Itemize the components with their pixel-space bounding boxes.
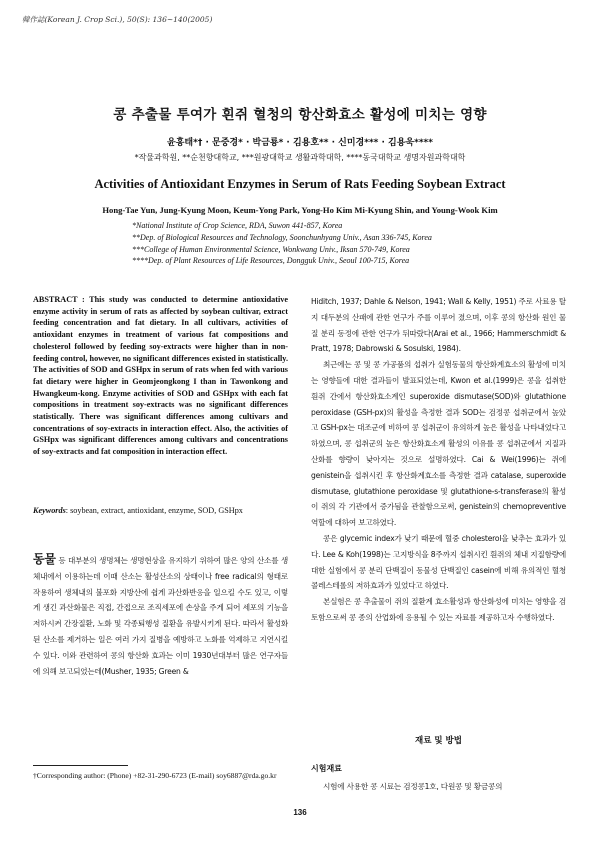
- keywords-label: Keywords: [33, 506, 66, 515]
- korean-authors: 윤홍태*† · 문중경* · 박금룡* · 김용호** · 신미경*** · 김용욱****: [167, 138, 433, 148]
- english-title: Activities of Antioxidant Enzymes in Serum of Rats Feeding Soybean Extract: [94, 177, 506, 191]
- english-affiliations: [132, 220, 552, 267]
- body-paragraph: 최근에는 콩 및 콩 가공품의 섭취가 실험동물의 항산화계효소의 활성에 미치는 영향들에 대한 결과들이 발표되었는데, Kwon et al.(1999)은 콩을 섭취한 흰쥐 간에서 항산화효소계인 superoxide dismutase(SOD)와 glutathione peroxidase (GSH-px)의 활성을 측정한 결과 SOD는 검정콩 섭취군에서 높았고 GSH-px는 대조군에 비하여 콩 섭취군이 유의하게 높은 활성을 나타내었다고 하였으며, 콩 섭취군의 높은 항산화효소계 활성의 이유를 콩 섭취군에서 지질과산화를 향량이 낮아지는 것으로 설명하였다. Cai & Wei(1996)는 쥐에 genistein을 섭취시킨 후 항산화계효소를 측정한 결과 catalase, superoxide dismutase, glutathione peroxidase 및 glutathione-s-transferase의 활성이 쥐의 각 기관에서 증가됨을 관찰함으로써, genistein의 chemopreventive 역할에 대하여 보고하였다.: [311, 360, 566, 528]
- keywords: [33, 505, 288, 517]
- korean-affiliations: *작물과학원, **순천향대학교, ***원광대학교 생활과학대학, ****동국대학교 생명자원과학대학: [134, 153, 466, 162]
- footnote-divider: [33, 765, 128, 766]
- right-column-body: [311, 294, 566, 626]
- journal-header: 韓作誌(Korean J. Crop Sci.), 50(S): 136~140(2005): [22, 15, 213, 24]
- intro-first-word: 동물: [33, 552, 56, 566]
- section-heading: 재료 및 방법: [415, 736, 462, 746]
- affiliation-line: ****Dep. of Plant Resources of Life Resources, Dongguk Univ., Seoul 100-715, Korea: [132, 256, 410, 266]
- page-number: 136: [293, 808, 307, 817]
- keywords-text: : soybean, extract, antioxidant, enzyme, SOD, GSHpx: [65, 506, 243, 515]
- english-authors: Hong-Tae Yun, Jung-Kyung Moon, Keum-Yong Park, Yong-Ho Kim Mi-Kyung Shin, and Young-Wook Kim: [102, 205, 498, 215]
- materials-text: [311, 779, 566, 795]
- subsection-heading: 시험재료: [311, 764, 342, 773]
- intro-paragraph: 등 대부분의 생명체는 생명현상을 유지하기 위하여 많은 양의 산소를 생체내에서 이용하는데 이때 산소는 활성산소의 상태이나 free radical의 형태로 작용하여 생체내의 불포화 지방산에 쉽게 과산화반응을 일으킬 수도 있고, 이렇게 생긴 과산화물은 직접, 간접으로 조직세포에 손상을 주게 되어 세포의 기능을 저하시켜 간장질환, 노화 및 각종퇴행성 질환을 유발시키게 된다. 따라서 활성화된 산소를 제거하는 일은 여러 가지 질병을 예방하고 노화를 억제하고 지연시킬 수 있다. 이와 관련하여 콩의 항산화 효과는 이미 1930년대부터 많은 연구자들에 의해 보고되었는데(Musher, 1935; Green &: [33, 556, 288, 676]
- abstract: ABSTRACT : This study was conducted to determine antioxidative enzyme activity in serum of rats as affected by soybean cultivar, extract feeding concentration and fat dietary. In all cultivars, activities of antioxidant enzymes in treatment of various fat compositions and cholesterol followed by feeding soy-extracts were higher than in non-feeding control, however, no significant differences existed in statistically. The activities of SOD and GSHpx in serum of rats when fed with various fat dietary were higher in Geomjeongkong I than in Tawonkong and Hwangkeum-kong. Enzyme activities of SOD and GSHpx with each fat compositions in treatment soy-extracts was no significant differences statistically. There was significant differences among cultivars and concentrations of soy-extracts in interaction effect. Also, the activities of GSHpx was significant differences among cultivars and concentrations of soy-extracts and fat composition in interaction effect.: [33, 295, 288, 457]
- affiliation-line: ***College of Human Environmental Science, Wonkwang Univ., Iksan 570-749, Korea: [132, 244, 410, 254]
- affiliation-line: *National Institute of Crop Science, RDA, Suwon 441-857, Korea: [132, 221, 343, 230]
- footnote: †Corresponding author: (Phone) +82-31-290-6723 (E-mail) soy6887@rda.go.kr: [33, 771, 277, 780]
- body-paragraph: 시험에 사용한 콩 시료는 검정콩1호, 다원콩 및 황금콩의: [323, 782, 503, 791]
- introduction: [33, 552, 288, 679]
- body-paragraph: Hiditch, 1937; Dahle & Nelson, 1941; Wall & Kelly, 1951) 주로 사료용 탈지 대두분의 산패에 관한 연구가 주를 이루어 졌으며, 이후 콩의 항산화 원인 물질 분리 동정에 관한 연구가 뒤따랐다(Arai et al., 1966; Hammerschmidt & Pratt, 1978; Dabrowski & Sosulski, 1984).: [311, 297, 566, 354]
- body-paragraph: 본실험은 콩 추출물이 쥐의 질환계 효소활성과 항산화성에 미치는 영향을 검토함으로써 콩 종의 산업화에 응용될 수 있는 자료를 제공하고자 수행하였다.: [311, 597, 566, 622]
- affiliation-line: **Dep. of Biological Resources and Technology, Soonchunhyang Univ., Asan 336-745, Korea: [132, 232, 432, 242]
- body-paragraph: 콩은 glycemic index가 낮기 때문에 혈중 cholesterol을 낮추는 효과가 있다. Lee & Koh(1998)는 고지방식을 8주까지 섭취시킨 흰쥐의 체내 지질함량에 대한 실험에서 콩 분리 단백질이 동물성 단백질인 casein에 비해 유의적인 혈청콜레스테롤의 저하효과가 있었다고 하였다.: [311, 533, 566, 591]
- korean-title: 콩 추출물 투여가 흰쥐 혈청의 항산화효소 활성에 미치는 영향: [113, 107, 487, 123]
